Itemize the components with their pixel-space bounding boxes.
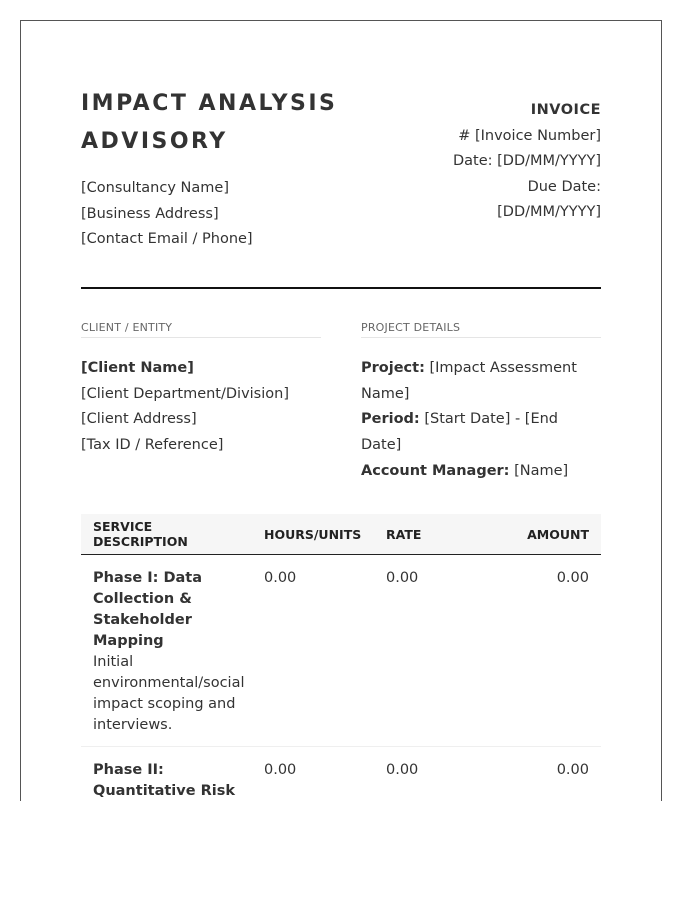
period-label: Period: — [361, 411, 420, 428]
contact-info: [Contact Email / Phone] — [81, 231, 253, 247]
table-row — [81, 747, 601, 802]
due-date-value: [DD/MM/YYYY] — [497, 204, 601, 220]
client-department: [Client Department/Division] — [81, 385, 289, 402]
row-amount: 0.00 — [481, 555, 601, 747]
row-rate: 0.00 — [374, 747, 481, 802]
invoice-meta — [361, 98, 601, 226]
company-name: IMPACT ANALYSIS ADVISORY — [81, 91, 338, 154]
project-heading: PROJECT DETAILS — [361, 321, 601, 338]
consultancy-name: [Consultancy Name] — [81, 180, 229, 196]
service-title: Phase I: Data Collection & Stakeholder Mapping — [93, 570, 203, 649]
company-details — [81, 176, 253, 253]
client-heading: CLIENT / ENTITY — [81, 321, 321, 338]
project-details — [361, 356, 601, 485]
project-label: Project: — [361, 360, 425, 376]
project-line — [361, 356, 601, 407]
manager-label: Account Manager: — [361, 462, 510, 479]
period-line — [361, 407, 601, 458]
service-title: Phase II: Quantitative Risk — [93, 762, 236, 799]
row-description — [81, 747, 252, 802]
row-rate: 0.00 — [374, 555, 481, 747]
invoice-title: INVOICE — [530, 102, 601, 118]
client-details — [81, 356, 321, 459]
row-amount: 0.00 — [481, 747, 601, 802]
services-table-wrap — [81, 514, 601, 801]
header-amount: AMOUNT — [481, 514, 601, 555]
row-hours: 0.00 — [252, 747, 374, 802]
invoice-date: Date: [DD/MM/YYYY] — [452, 153, 601, 169]
table-header-row — [81, 514, 601, 555]
row-hours: 0.00 — [252, 555, 374, 747]
header-rate: RATE — [374, 514, 481, 555]
services-table — [81, 514, 601, 801]
client-name: [Client Name] — [81, 360, 194, 376]
project-value: [Impact Assessment Name] — [361, 360, 577, 402]
header-hours: HOURS/UNITS — [252, 514, 374, 555]
client-tax-id: [Tax ID / Reference] — [81, 437, 224, 454]
client-address: [Client Address] — [81, 411, 197, 428]
row-description — [81, 555, 252, 747]
period-value: [Start Date] - [End Date] — [361, 411, 559, 454]
client-section — [81, 321, 321, 459]
due-date-label: Due Date: — [527, 178, 601, 195]
business-address: [Business Address] — [81, 205, 219, 222]
service-description: Initial environmental/social impact scoping and interviews. — [93, 654, 245, 733]
header-divider — [81, 287, 601, 289]
header-description: SERVICE DESCRIPTION — [81, 514, 252, 555]
manager-value: [Name] — [514, 462, 569, 479]
table-row — [81, 555, 601, 747]
invoice-page — [20, 20, 662, 801]
manager-line — [361, 459, 601, 485]
project-section — [361, 321, 601, 485]
invoice-number: # [Invoice Number] — [458, 127, 601, 144]
